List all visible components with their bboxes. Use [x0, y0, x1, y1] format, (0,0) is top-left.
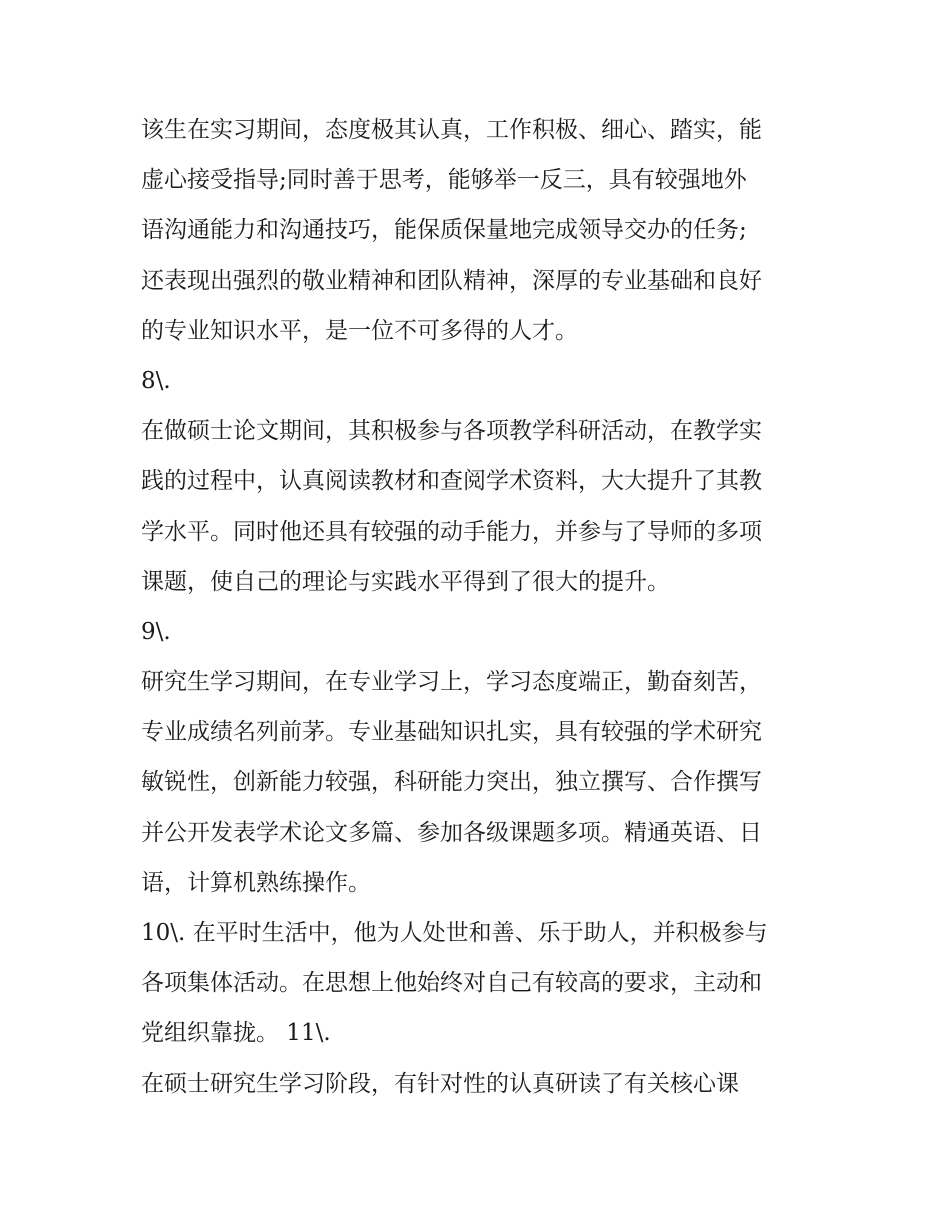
text-line: 并公开发表学术论文多篇、参加各级课题多项。精通英语、日 [141, 819, 762, 846]
text-line: 语沟通能力和沟通技巧，能保质保量地完成领导交办的任务; [141, 217, 747, 244]
text-line: 的专业知识水平，是一位不可多得的人才。 [141, 317, 578, 344]
text-line: 专业成绩名列前茅。专业基础知识扎实，具有较强的学术研究 [141, 719, 762, 746]
text-line: 各项集体活动。在思想上他始终对自己有较高的要求，主动和 [141, 970, 762, 997]
text-line: 10\. 在平时生活中，他为人处世和善、乐于助人，并积极参与 [141, 920, 768, 946]
document-body [141, 105, 821, 1109]
text-line: 在做硕士论文期间，其积极参与各项教学科研活动，在教学实 [141, 418, 762, 445]
item-number: 8\. [141, 367, 171, 394]
text-line: 学水平。同时他还具有较强的动手能力，并参与了导师的多项 [141, 518, 762, 545]
text-line: 在硕士研究生学习阶段，有针对性的认真研读了有关核心课 [141, 1070, 739, 1097]
item-number: 9\. [141, 618, 171, 645]
text-line: 党组织靠拢。 11\. [141, 1020, 331, 1047]
text-line: 践的过程中，认真阅读教材和查阅学术资料，大大提升了其教 [141, 468, 762, 495]
text-line: 该生在实习期间，态度极其认真，工作积极、细心、踏实，能 [141, 117, 762, 143]
text-line: 研究生学习期间，在专业学习上，学习态度端正，勤奋刻苦， [141, 669, 762, 696]
text-line: 虚心接受指导;同时善于思考，能够举一反三，具有较强地外 [141, 167, 747, 194]
text-line: 语，计算机熟练操作。 [141, 869, 371, 896]
text-line: 敏锐性，创新能力较强，科研能力突出，独立撰写、合作撰写 [141, 769, 762, 796]
text-line: 还表现出强烈的敬业精神和团队精神，深厚的专业基础和良好 [141, 267, 762, 294]
text-line: 课题，使自己的理论与实践水平得到了很大的提升。 [141, 568, 670, 595]
